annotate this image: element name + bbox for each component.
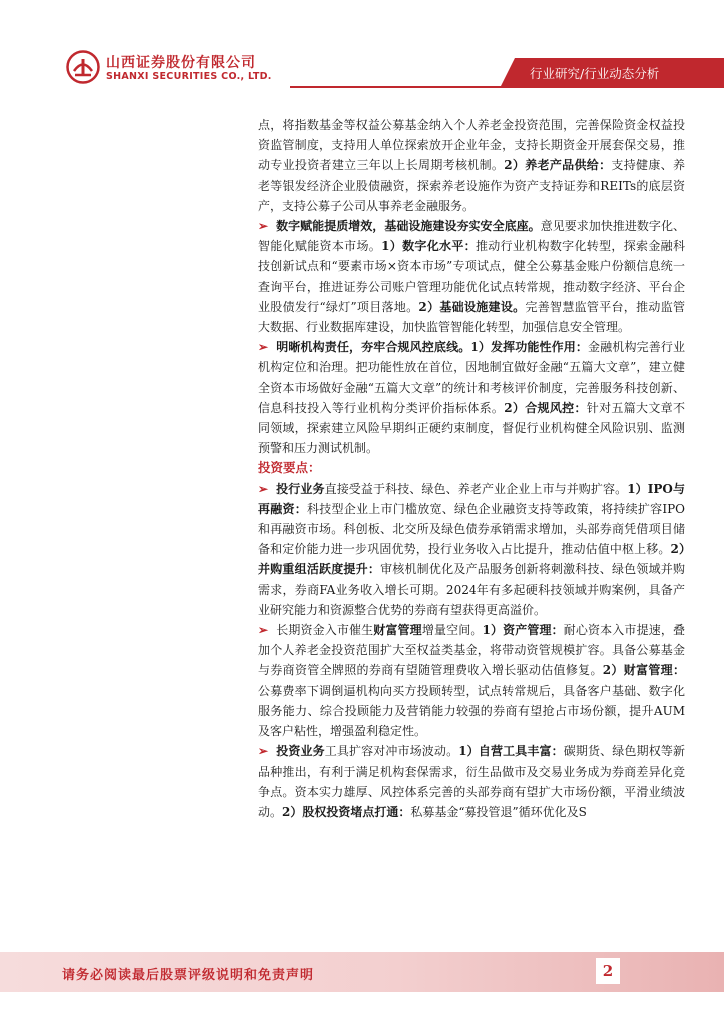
page-number: 2	[596, 958, 620, 984]
bullet-arrow-icon: ➢	[258, 340, 269, 355]
paragraph-compliance: ➢ 明晰机构责任，夯牢合规风控底线。1）发挥功能性作用：金融机构完善行业机构定位和治理。把功能性放在首位，因地制宜做好金融“五篇大文章”，建立健全资本市场做好金融“五篇大文章”的统计和考核评价制度，完善服务科技创新、信息科技投入等行业机构分类评价指标体系。2）合规风控：针对五篇大文章不同领域，探索建立风险早期纠正硬约束制度，督促行业机构健全风险识别、监测预警和压力测试机制。	[258, 340, 685, 456]
paragraph-investment-business: ➢ 投资业务工具扩容对冲市场波动。1）自营工具丰富：碳期货、绿色期权等新品种推出，有利于满足机构套保需求，衍生品做市及交易业务成为券商差异化竞争点。资本实力雄厚、风控体系完善的头部券商有望扩大市场份额，平滑业绩波动。2）股权投资堵点打通：私募基金“募投管退”循环优化及S	[258, 744, 685, 819]
bullet-arrow-icon: ➢	[258, 481, 269, 496]
bullet-arrow-icon: ➢	[258, 744, 269, 759]
company-name-cn: 山西证券股份有限公司	[106, 55, 256, 71]
bullet-arrow-icon: ➢	[258, 219, 269, 234]
company-name-en: SHANXI SECURITIES CO., LTD.	[106, 71, 272, 82]
paragraph-investment-banking: ➢ 投行业务直接受益于科技、绿色、养老产业企业上市与并购扩容。1）IPO与再融资：科技型企业上市门槛放宽、绿色企业融资支持等政策，将持续扩容IPO和再融资市场。科创板、北交所及绿色债券承销需求增加，头部券商凭借项目储备和定价能力进一步巩固优势，投行业务收入占比提升，推动估值中枢上移。2）并购重组活跃度提升：审核机制优化及产品服务创新将刺激科技、绿色领域并购需求，券商FA业务收入增长可期。2024年有多起硬科技领域并购案例，具备产业研究能力和资源整合优势的券商有望获得更高溢价。	[258, 481, 685, 617]
disclaimer-notice: 请务必阅读最后股票评级说明和免责声明	[62, 968, 315, 983]
page-header	[0, 0, 724, 96]
paragraph-wealth-management: ➢ 长期资金入市催生财富管理增量空间。1）资产管理：耐心资本入市提速，叠加个人养老金投资范围扩大至权益类基金，将带动资管规模扩容。具备公募基金与券商资管全牌照的券商有望随管理费收入增长驱动估值修复。2）财富管理：公募费率下调倒逼机构向买方投顾转型，试点转常规后，具备客户基础、数字化服务能力、综合投顾能力及营销能力较强的券商有望抢占市场份额，提升AUM及客户粘性，增强盈利稳定性。	[258, 623, 685, 739]
investment-points-heading: 投资要点：	[258, 460, 321, 476]
company-logo-icon	[66, 50, 100, 84]
report-body	[258, 115, 685, 822]
bullet-arrow-icon: ➢	[258, 623, 269, 638]
paragraph-pension: 点，将指数基金等权益公募基金纳入个人养老金投资范围，完善保险资金权益投资监管制度，支持用人单位探索放开企业年金，支持长期资金开展套保交易，推动专业投资者建立三年以上长周期考核机制。2）养老产品供给：支持健康、养老等银发经济企业股债融资，探索养老设施作为资产支持证券和REITs的底层资产，支持公募子公司从事养老金融服务。	[258, 118, 685, 213]
paragraph-digital: ➢ 数字赋能提质增效，基础设施建设夯实安全底座。意见要求加快推进数字化、智能化赋能资本市场。1）数字化水平：推动行业机构数字化转型，探索金融科技创新试点和“要素市场×资本市场”专项试点，健全公募基金账户份额信息统一查询平台，推进证券公司账户管理功能优化试点转常规，推动数字经济、平台企业股债发行“绿灯”项目落地。2）基础设施建设。完善智慧监管平台，推动监管大数据、行业数据库建设，加快监管智能化转型，加强信息安全管理。	[258, 219, 685, 335]
section-title: 行业研究/行业动态分析	[530, 66, 660, 81]
